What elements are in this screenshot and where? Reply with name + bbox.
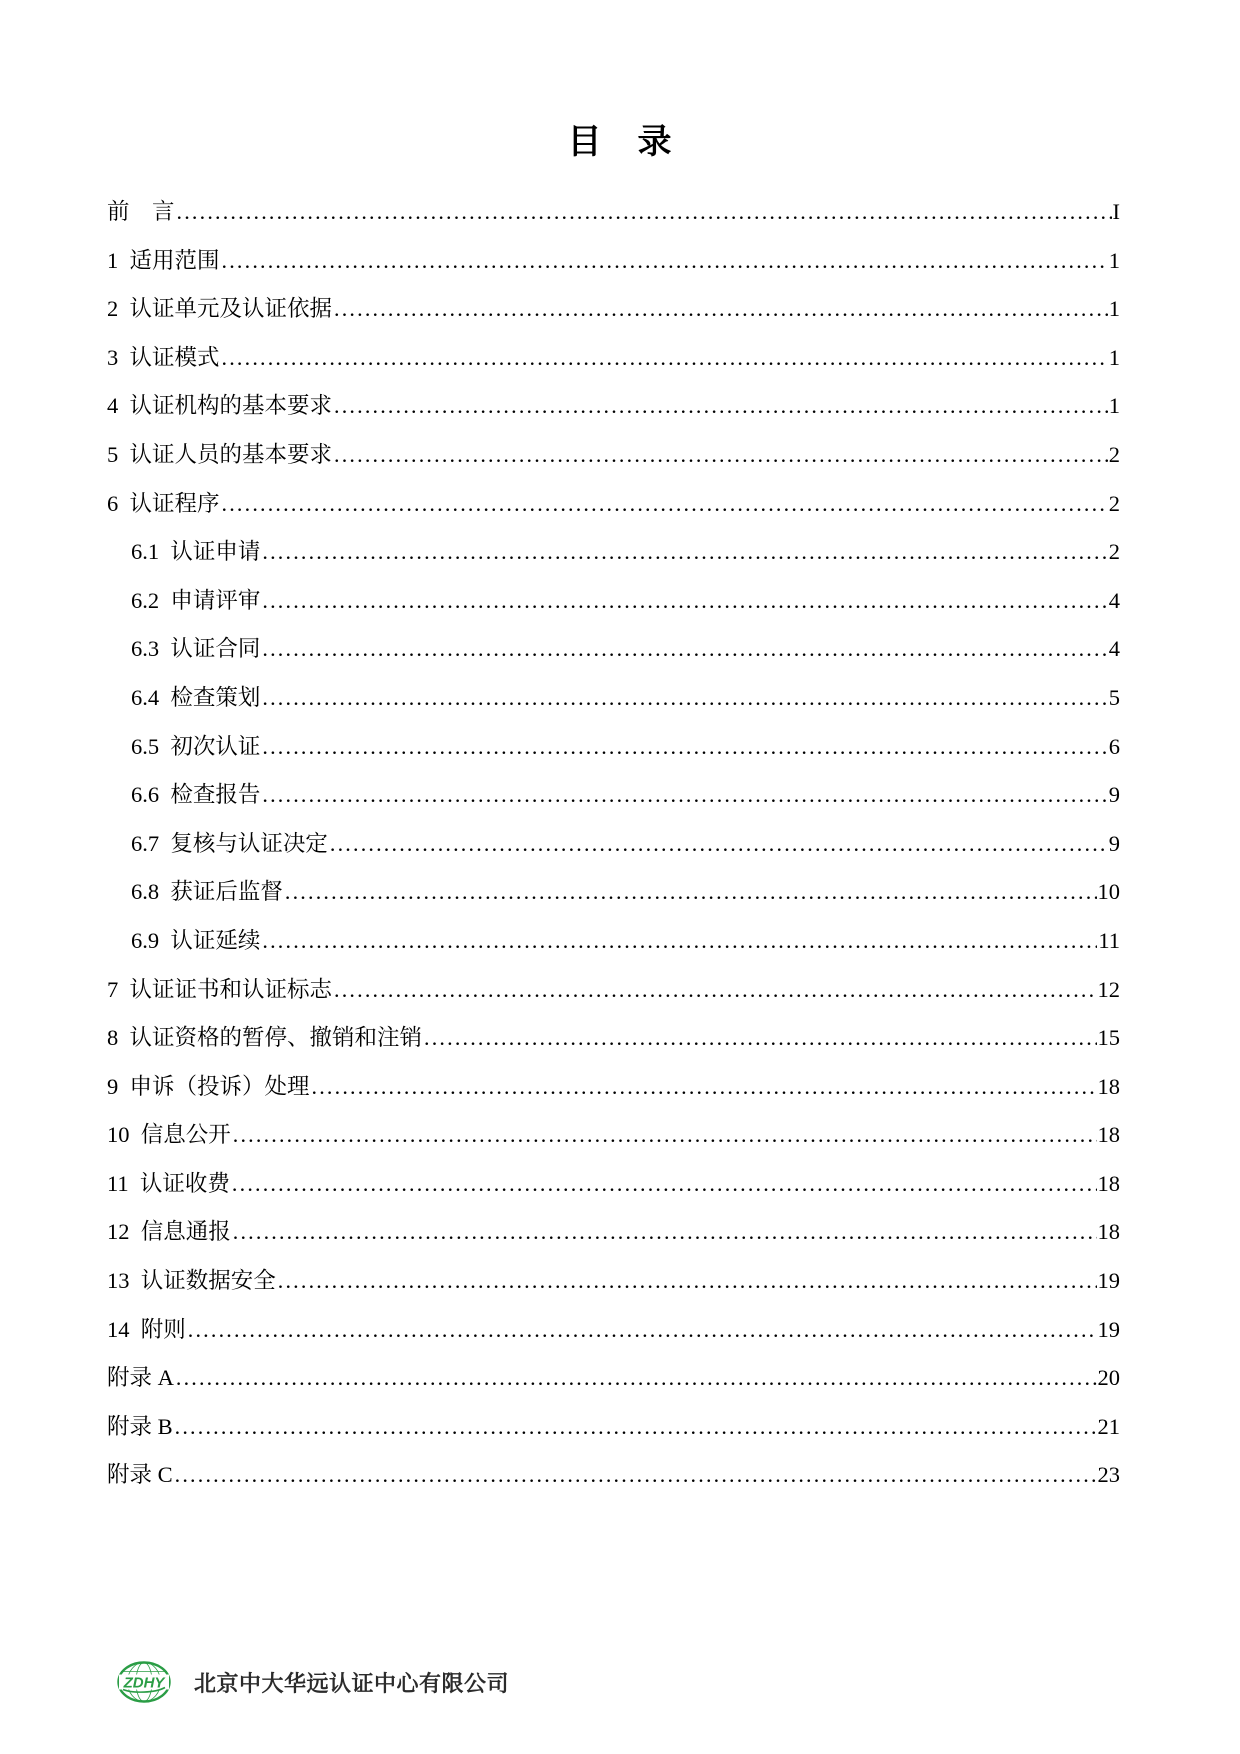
- toc-entry[interactable]: [107, 1063, 1120, 1112]
- toc-entry[interactable]: [107, 771, 1120, 820]
- toc-page-number: 1: [1108, 247, 1120, 273]
- toc-entry[interactable]: [107, 382, 1120, 431]
- toc-page-number: 9: [1108, 782, 1120, 808]
- toc-entry-label: 附录 B: [107, 1413, 173, 1439]
- toc-dot-leader: [278, 1257, 1097, 1306]
- toc-entry-label: 6.6 检查报告: [131, 782, 261, 808]
- toc-page-number: 10: [1097, 879, 1120, 905]
- zdhy-logo-icon: [116, 1660, 172, 1704]
- toc-page-number: 20: [1097, 1365, 1120, 1391]
- toc-page-number: I: [1112, 199, 1120, 224]
- toc-page-number: 1: [1108, 344, 1120, 370]
- toc-page-number: 1: [1108, 393, 1120, 419]
- toc-page-number: 4: [1108, 636, 1120, 662]
- toc-page-number: 2: [1108, 441, 1120, 467]
- toc-dot-leader: [334, 966, 1096, 1015]
- toc-entry-label: 附录 A: [107, 1365, 174, 1391]
- toc-entry[interactable]: [107, 334, 1120, 383]
- toc-page-number: 12: [1097, 976, 1120, 1002]
- svg-text:ZDHY: ZDHY: [123, 1674, 165, 1692]
- toc-page-number: 18: [1097, 1073, 1120, 1099]
- toc-entry-label: 9 申诉（投诉）处理: [107, 1073, 310, 1099]
- toc-entry-label: 8 认证资格的暂停、撤销和注销: [107, 1025, 423, 1051]
- toc-entry-label: 6.1 认证申请: [131, 539, 261, 565]
- toc-entry[interactable]: [107, 285, 1120, 334]
- toc-entry-label: 13 认证数据安全: [107, 1268, 276, 1294]
- toc-dot-leader: [262, 528, 1107, 577]
- toc-entry[interactable]: [107, 625, 1120, 674]
- toc-dot-leader: [262, 723, 1107, 772]
- toc-entry-label: 11 认证收费: [107, 1170, 230, 1196]
- toc-page-number: 6: [1108, 733, 1120, 759]
- toc-entry-label: 6.9 认证延续: [131, 927, 261, 953]
- toc-dot-leader: [222, 480, 1108, 529]
- toc-page-number: 4: [1108, 587, 1120, 613]
- toc-entry[interactable]: [107, 480, 1120, 529]
- toc-entry[interactable]: [107, 1354, 1120, 1403]
- toc-dot-leader: [233, 1111, 1097, 1160]
- toc-page-number: 18: [1097, 1122, 1120, 1148]
- toc-dot-leader: [285, 868, 1097, 917]
- toc-entry-label: 6.2 申请评审: [131, 587, 261, 613]
- toc-dot-leader: [424, 1014, 1096, 1063]
- toc-entry[interactable]: [107, 577, 1120, 626]
- toc-entry[interactable]: [107, 820, 1120, 869]
- toc-dot-leader: [233, 1208, 1097, 1257]
- toc-dot-leader: [175, 1451, 1097, 1500]
- toc-entry-label: 6.5 初次认证: [131, 733, 261, 759]
- toc-entry-label: 10 信息公开: [107, 1122, 231, 1148]
- page-title: 目 录: [567, 124, 673, 161]
- toc-page-number: 15: [1097, 1025, 1120, 1051]
- toc-dot-leader: [334, 431, 1108, 480]
- toc-page-number: 9: [1108, 830, 1120, 856]
- toc-entry-label: 附录 C: [107, 1462, 173, 1488]
- toc-entry-label: 1 适用范围: [107, 247, 220, 273]
- toc-entry[interactable]: [107, 1160, 1120, 1209]
- toc-entry[interactable]: [107, 528, 1120, 577]
- company-name: 北京中大华远认证中心有限公司: [194, 1670, 510, 1696]
- table-of-contents: [0, 188, 1240, 1500]
- toc-entry-label: 6 认证程序: [107, 490, 220, 516]
- toc-entry[interactable]: [107, 917, 1120, 966]
- toc-page-number: 23: [1097, 1462, 1120, 1488]
- toc-entry[interactable]: [107, 674, 1120, 723]
- toc-entry[interactable]: [107, 868, 1120, 917]
- toc-entry[interactable]: [107, 1257, 1120, 1306]
- toc-entry-label: 3 认证模式: [107, 344, 220, 370]
- toc-entry[interactable]: [107, 237, 1120, 286]
- toc-dot-leader: [232, 1160, 1097, 1209]
- toc-entry-label: 4 认证机构的基本要求: [107, 393, 333, 419]
- toc-entry[interactable]: [107, 1403, 1120, 1452]
- toc-dot-leader: [175, 1403, 1097, 1452]
- toc-dot-leader: [334, 382, 1108, 431]
- toc-dot-leader: [177, 188, 1112, 237]
- toc-dot-leader: [262, 674, 1107, 723]
- toc-entry-label: 12 信息通报: [107, 1219, 231, 1245]
- toc-page-number: 19: [1097, 1268, 1120, 1294]
- toc-entry[interactable]: [107, 1208, 1120, 1257]
- toc-page-number: 2: [1108, 490, 1120, 516]
- toc-page-number: 21: [1097, 1413, 1120, 1439]
- toc-entry-label: 6.8 获证后监督: [131, 879, 283, 905]
- toc-dot-leader: [262, 771, 1107, 820]
- toc-entry-label: 14 附则: [107, 1316, 186, 1342]
- toc-dot-leader: [188, 1306, 1097, 1355]
- toc-dot-leader: [222, 237, 1108, 286]
- toc-page-number: 5: [1108, 684, 1120, 710]
- toc-dot-leader: [222, 334, 1108, 383]
- toc-page-number: 18: [1097, 1219, 1120, 1245]
- toc-entry-label: 前 言: [107, 199, 175, 224]
- toc-entry-label: 6.3 认证合同: [131, 636, 261, 662]
- page-footer: [116, 1660, 509, 1704]
- toc-dot-leader: [312, 1063, 1097, 1112]
- toc-entry[interactable]: [107, 188, 1120, 237]
- toc-entry[interactable]: [107, 1111, 1120, 1160]
- toc-entry-label: 7 认证证书和认证标志: [107, 976, 333, 1002]
- toc-entry-label: 6.7 复核与认证决定: [131, 830, 328, 856]
- toc-dot-leader: [330, 820, 1108, 869]
- toc-entry-label: 2 认证单元及认证依据: [107, 296, 333, 322]
- toc-dot-leader: [262, 577, 1107, 626]
- toc-entry[interactable]: [107, 1014, 1120, 1063]
- toc-dot-leader: [334, 285, 1108, 334]
- toc-entry[interactable]: [107, 723, 1120, 772]
- toc-page-number: 19: [1097, 1316, 1120, 1342]
- toc-entry[interactable]: [107, 966, 1120, 1015]
- toc-entry-label: 6.4 检查策划: [131, 684, 261, 710]
- toc-dot-leader: [176, 1354, 1097, 1403]
- toc-page-number: 11: [1098, 927, 1120, 953]
- toc-entry[interactable]: [107, 1451, 1120, 1500]
- toc-entry-label: 5 认证人员的基本要求: [107, 441, 333, 467]
- toc-page-number: 1: [1108, 296, 1120, 322]
- toc-dot-leader: [262, 917, 1097, 966]
- toc-entry[interactable]: [107, 431, 1120, 480]
- toc-entry[interactable]: [107, 1306, 1120, 1355]
- toc-dot-leader: [262, 625, 1107, 674]
- toc-page-number: 18: [1097, 1170, 1120, 1196]
- toc-page-number: 2: [1108, 539, 1120, 565]
